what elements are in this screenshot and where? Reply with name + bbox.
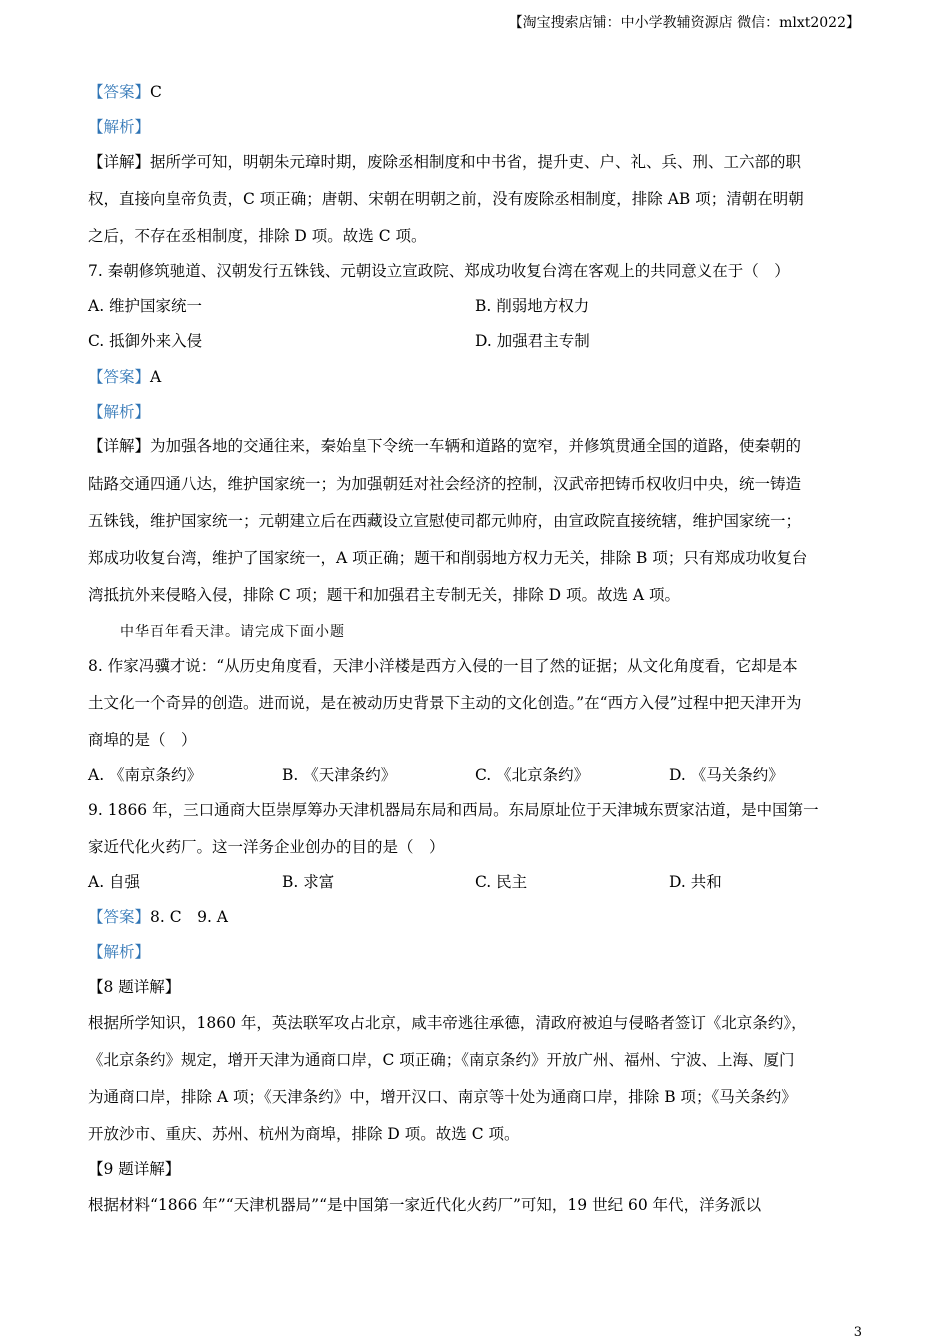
q9-stem-line-2: 家近代化火药厂。这一洋务企业创办的目的是（ ） — [88, 838, 445, 856]
answer-value: C — [150, 83, 162, 101]
q7-detail-line-2: 陆路交通四通八达，维护国家统一；为加强朝廷对社会经济的控制，汉武帝把铸币权收归中央，统一铸造 — [88, 475, 802, 493]
q7-option-d: D. 加强君主专制 — [475, 332, 590, 350]
q8-option-b: B. 《天津条约》 — [282, 766, 397, 784]
q8-detail-line-1: 根据所学知识，1860 年，英法联军攻占北京，咸丰帝逃往承德，清政府被迫与侵略者签订《北京条约》， — [88, 1014, 807, 1032]
group-note: 中华百年看天津。请完成下面小题 — [120, 624, 345, 640]
q7-option-c: C. 抵御外来入侵 — [88, 332, 203, 350]
q9-detail-line-1: 根据材料“1866 年”“天津机器局”“是中国第一家近代化火药厂”可知，19 世纪 60 年代，洋务派以 — [88, 1196, 762, 1214]
q6-analysis-tag: 【解析】 — [88, 118, 151, 136]
answer-value: A — [150, 368, 162, 386]
q7-answer-line — [88, 367, 161, 387]
q8-option-c: C. 《北京条约》 — [475, 766, 590, 784]
detail-tag: 【详解】 — [88, 437, 151, 455]
q7-analysis-tag: 【解析】 — [88, 403, 151, 421]
q8-detail-line-2: 《北京条约》规定，增开天津为通商口岸，C 项正确；《南京条约》开放广州、福州、宁波、上海、厦门 — [88, 1051, 795, 1069]
q8-detail-line-3: 为通商口岸，排除 A 项；《天津条约》中，增开汉口、南京等十处为通商口岸，排除 B 项；《马关条约》 — [88, 1088, 797, 1106]
q8-option-a: A. 《南京条约》 — [88, 766, 203, 784]
q7-detail-line-3: 五铢钱，维护国家统一；元朝建立后在西藏设立宣慰使司都元帅府，由宣政院直接统辖，维护国家统一； — [88, 512, 802, 530]
q8-stem-line-2: 土文化一个奇异的创造。进而说，是在被动历史背景下主动的文化创造。”在“西方入侵”过程中把天津开为 — [88, 694, 802, 712]
page-header: 【淘宝搜索店铺：中小学教辅资源店 微信：mlxt2022】 — [508, 15, 860, 31]
q8-detail-tag: 【8 题详解】 — [88, 978, 181, 996]
answer-tag: 【答案】 — [88, 368, 151, 386]
q7-stem: 7. 秦朝修筑驰道、汉朝发行五铢钱、元朝设立宣政院、郑成功收复台湾在客观上的共同意义在于（ ） — [88, 262, 790, 280]
q9-option-c: C. 民主 — [475, 873, 528, 891]
q89-analysis-tag: 【解析】 — [88, 943, 151, 961]
q7-detail-line-4: 郑成功收复台湾，维护了国家统一，A 项正确；题干和削弱地方权力无关，排除 B 项；只有郑成功收复台 — [88, 549, 808, 567]
q9-stem-line-1: 9. 1866 年，三口通商大臣崇厚筹办天津机器局东局和西局。东局原址位于天津城东贾家沽道，是中国第一 — [88, 801, 819, 819]
answer-tag: 【答案】 — [88, 83, 151, 101]
q8-detail-line-4: 开放沙市、重庆、苏州、杭州为商埠，排除 D 项。故选 C 项。 — [88, 1125, 520, 1143]
detail-tag: 【详解】 — [88, 153, 151, 171]
answer-value: 8. C 9. A — [150, 908, 229, 926]
q9-option-b: B. 求富 — [282, 873, 335, 891]
q9-detail-tag: 【9 题详解】 — [88, 1160, 181, 1178]
q9-option-d: D. 共和 — [669, 873, 722, 891]
q6-detail-line-2: 权，直接向皇帝负责，C 项正确；唐朝、宋朝在明朝之前，没有废除丞相制度，排除 AB 项；清朝在明朝 — [88, 190, 804, 208]
q7-option-b: B. 削弱地方权力 — [475, 297, 590, 315]
q8-stem-line-3: 商埠的是（ ） — [88, 731, 197, 749]
q89-answer-line — [88, 907, 228, 927]
q7-detail-line-1: 【详解】为加强各地的交通往来，秦始皇下令统一车辆和道路的宽窄，并修筑贯通全国的道路，使秦朝的 — [88, 437, 802, 455]
q9-option-a: A. 自强 — [88, 873, 141, 891]
q7-options-row-2 — [88, 331, 868, 351]
q7-options-row-1 — [88, 296, 868, 316]
answer-tag: 【答案】 — [88, 908, 151, 926]
q8-stem-line-1: 8. 作家冯骥才说：“从历史角度看，天津小洋楼是西方入侵的一目了然的证据；从文化角度看，它却是本 — [88, 657, 798, 675]
q7-option-a: A. 维护国家统一 — [88, 297, 203, 315]
page-number: 3 — [853, 1325, 862, 1340]
q6-detail-line-1: 【详解】据所学可知，明朝朱元璋时期，废除丞相制度和中书省，提升吏、户、礼、兵、刑、工六部的职 — [88, 153, 802, 171]
q7-detail-line-5: 湾抵抗外来侵略入侵，排除 C 项；题干和加强君主专制无关，排除 D 项。故选 A 项。 — [88, 586, 681, 604]
q8-option-d: D. 《马关条约》 — [669, 766, 784, 784]
q6-detail-line-3: 之后，不存在丞相制度，排除 D 项。故选 C 项。 — [88, 227, 427, 245]
q6-answer-line — [88, 82, 162, 102]
